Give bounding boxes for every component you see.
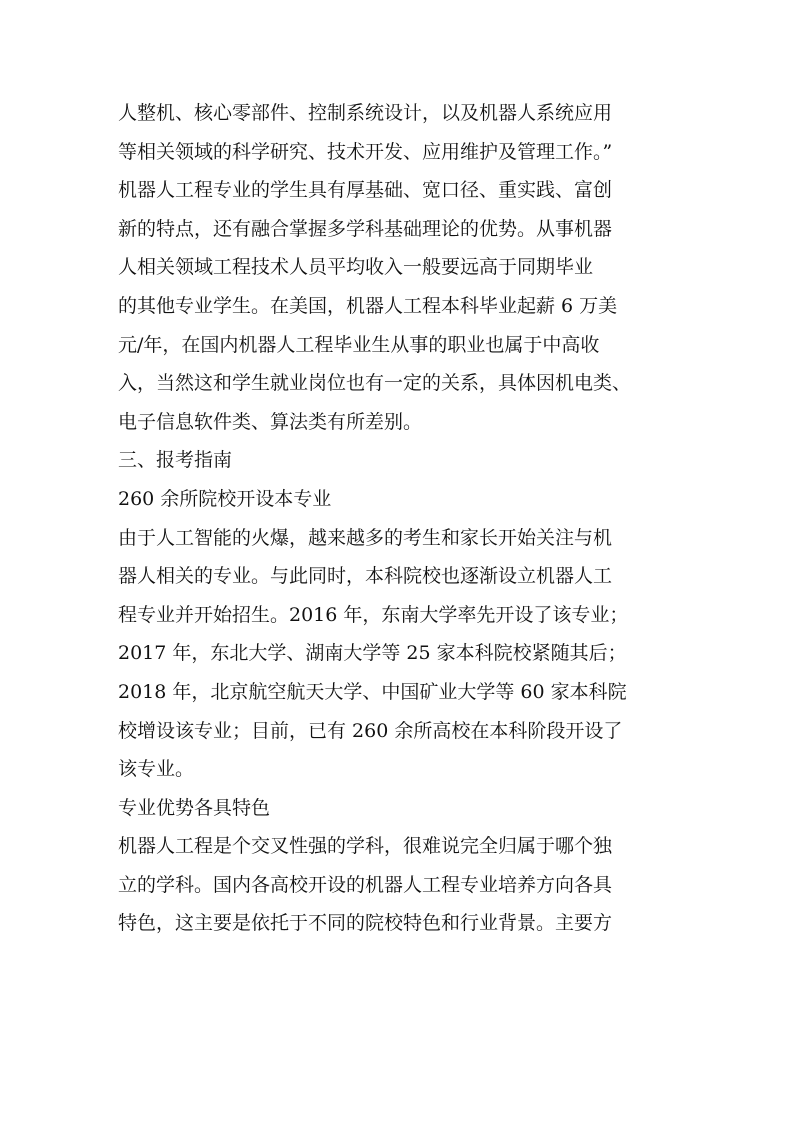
subsection-heading: 专业优势各具特色 bbox=[118, 796, 271, 819]
paragraph-line: 该专业。 bbox=[118, 758, 195, 781]
section-heading: 三、报考指南 bbox=[118, 449, 233, 472]
paragraph-line: 新的特点，还有融合掌握多学科基础理论的优势。从事机器 bbox=[118, 217, 613, 240]
paragraph-line: 入，当然这和学生就业岗位也有一定的关系，具体因机电类、 bbox=[118, 372, 632, 395]
paragraph-line: 由于人工智能的火爆，越来越多的考生和家长开始关注与机 bbox=[118, 526, 613, 549]
paragraph-line: 2018 年，北京航空航天大学、中国矿业大学等 60 家本科院 bbox=[118, 680, 627, 703]
paragraph-line: 人整机、核心零部件、控制系统设计，以及机器人系统应用 bbox=[118, 102, 613, 124]
paragraph-line: 程专业并开始招生。2016 年，东南大学率先开设了该专业； bbox=[118, 603, 629, 626]
paragraph-line: 2017 年，东北大学、湖南大学等 25 家本科院校紧随其后； bbox=[118, 642, 627, 665]
paragraph-line: 人相关领域工程技术人员平均收入一般要远高于同期毕业 bbox=[118, 256, 594, 279]
paragraph-line: 器人相关的专业。与此同时，本科院校也逐渐设立机器人工 bbox=[118, 565, 613, 588]
paragraph-line: 的其他专业学生。在美国，机器人工程本科毕业起薪 6 万美 bbox=[118, 294, 618, 317]
subsection-heading: 260 余所院校开设本专业 bbox=[118, 487, 332, 510]
paragraph-line: 校增设该专业；目前，已有 260 余所高校在本科阶段开设了 bbox=[118, 719, 623, 742]
paragraph-line: 机器人工程是个交叉性强的学科，很难说完全归属于哪个独 bbox=[118, 835, 613, 858]
paragraph-line: 机器人工程专业的学生具有厚基础、宽口径、重实践、富创 bbox=[118, 179, 613, 202]
paragraph-line: 元/年，在国内机器人工程毕业生从事的职业也属于中高收 bbox=[118, 333, 600, 356]
paragraph-line: 立的学科。国内各高校开设的机器人工程专业培养方向各具 bbox=[118, 873, 613, 896]
paragraph-line: 特色，这主要是依托于不同的院校特色和行业背景。主要方 bbox=[118, 912, 613, 935]
paragraph-line: 电子信息软件类、算法类有所差别。 bbox=[118, 410, 423, 433]
paragraph-line: 等相关领域的科学研究、技术开发、应用维护及管理工作。” bbox=[118, 140, 613, 163]
document-body bbox=[118, 94, 684, 943]
